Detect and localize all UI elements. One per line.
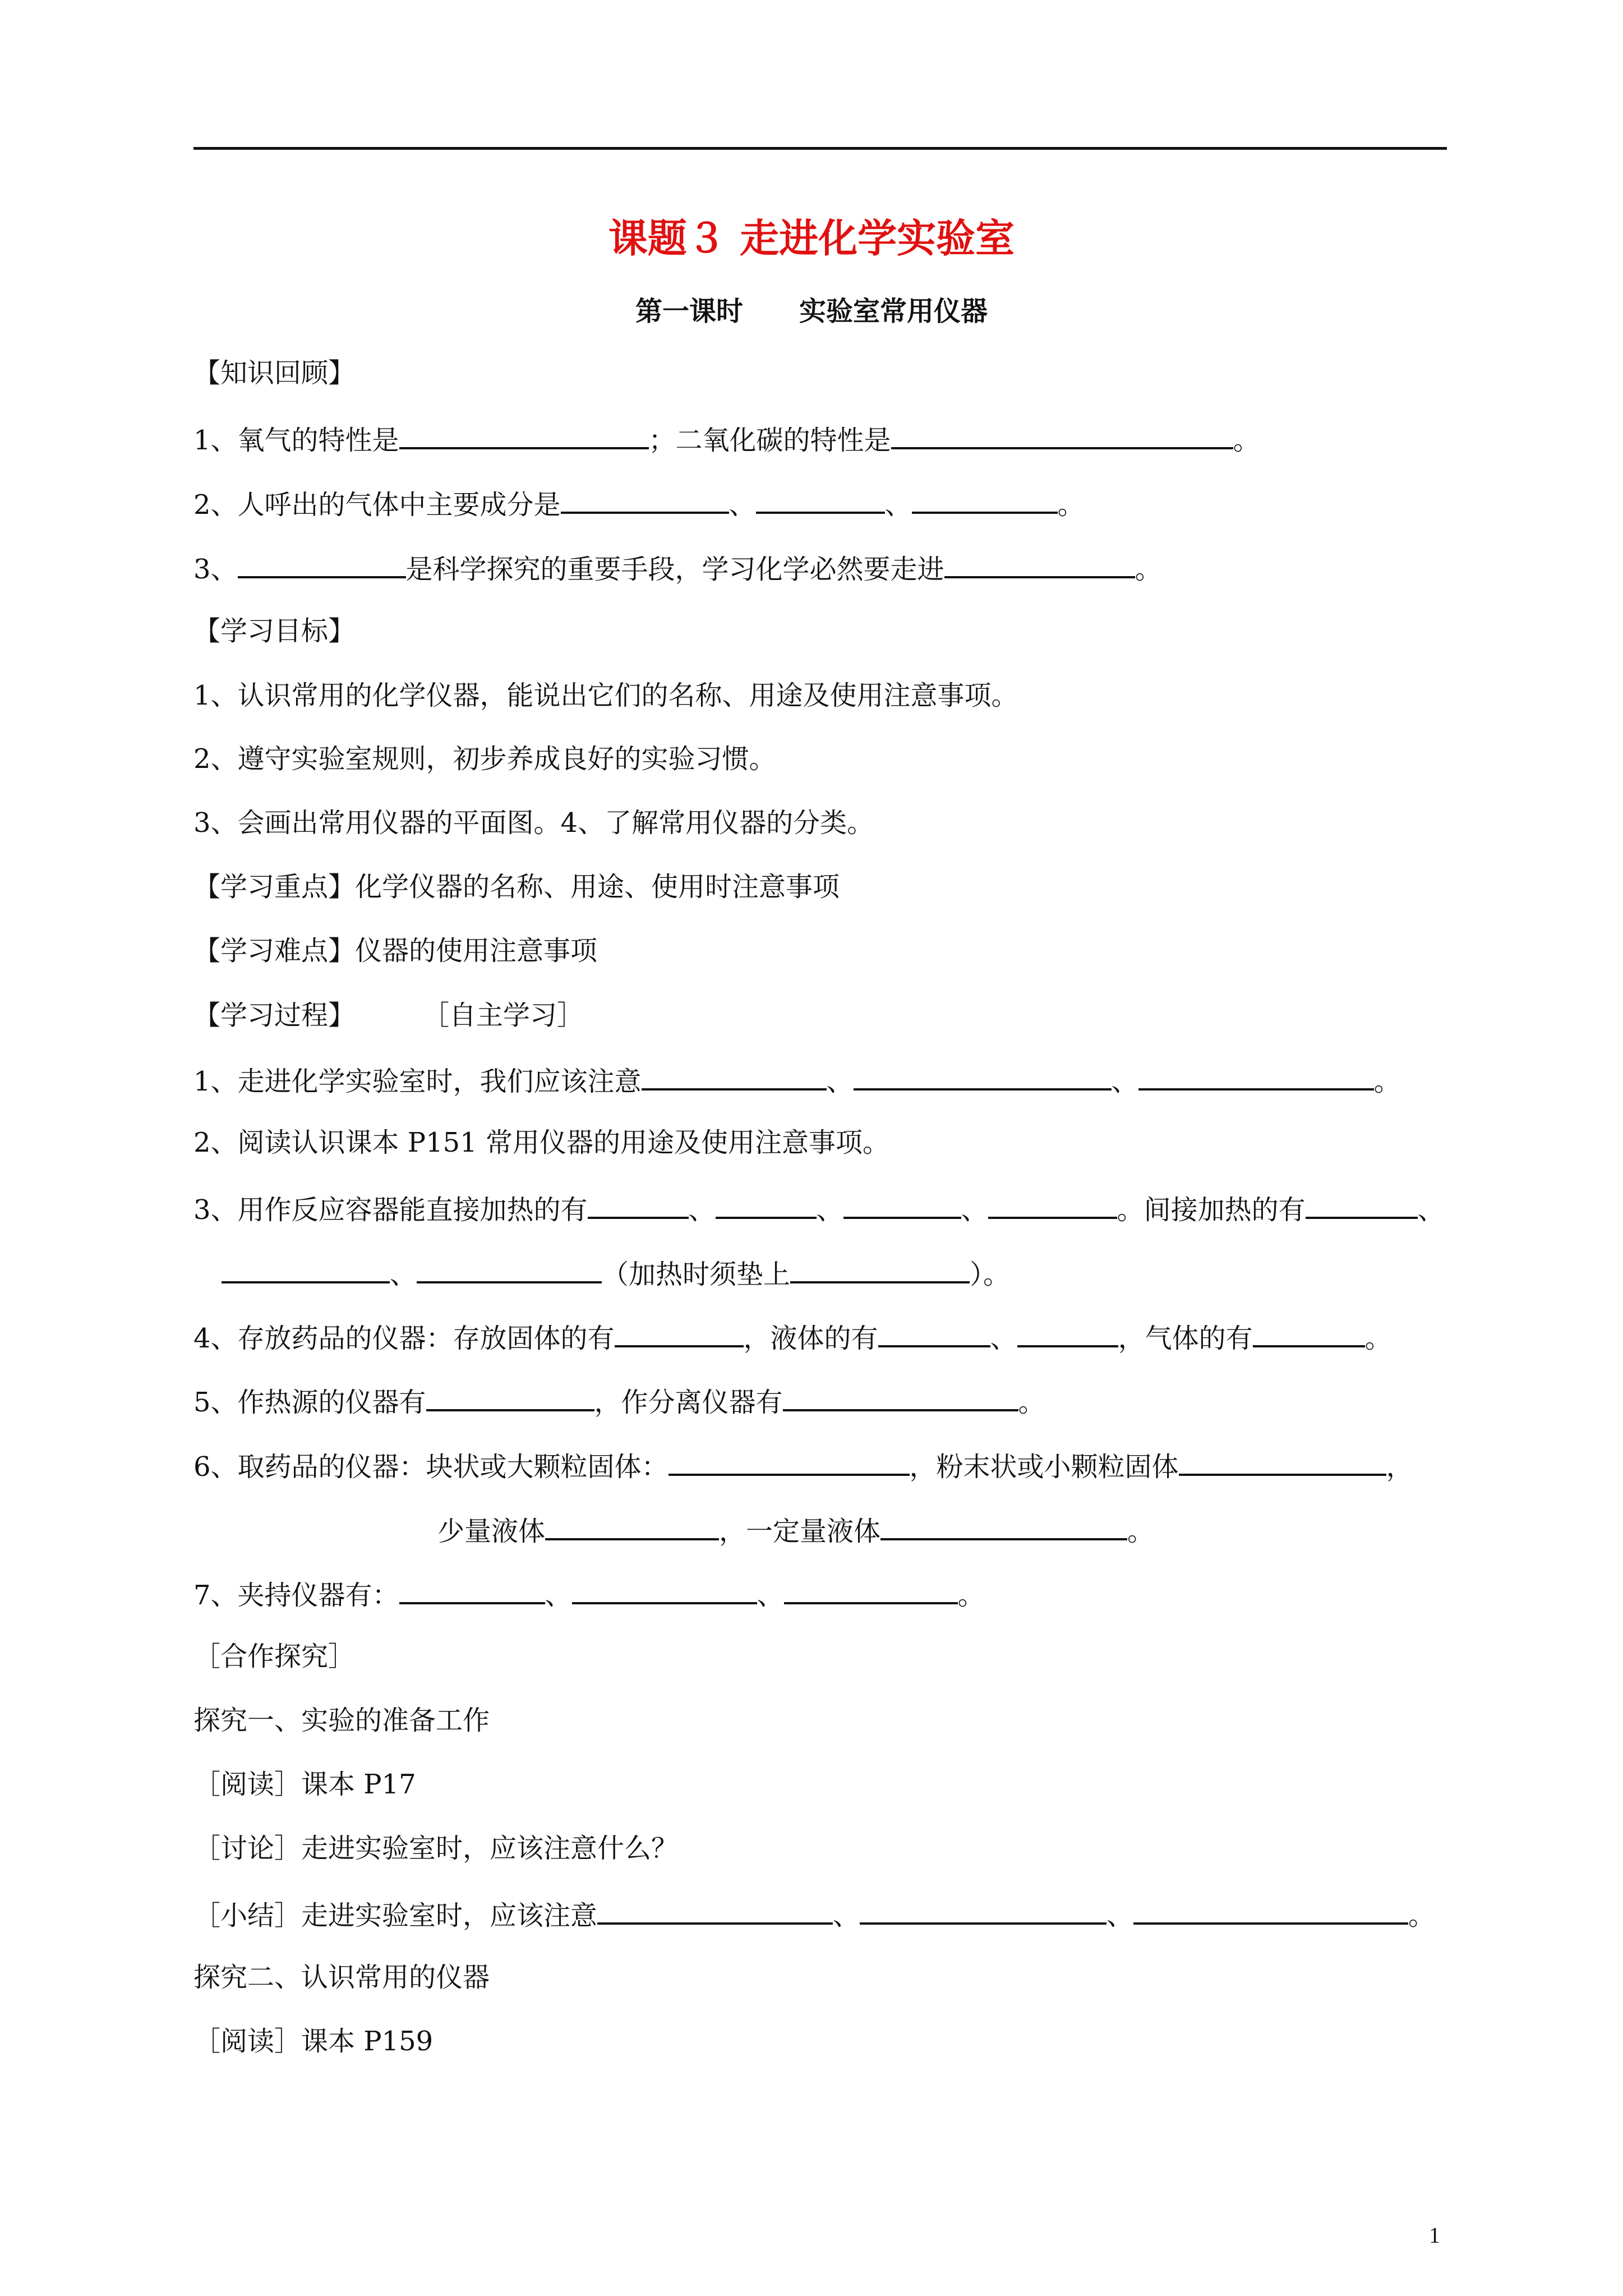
review-item-1: 1、氧气的特性是 ；二氧化碳的特性是 。 (193, 418, 1260, 460)
self-study-item-6: 6、取药品的仪器：块状或大颗粒固体： ，粉末状或小颗粒固体 ， (193, 1444, 1413, 1487)
section-knowledge-review: 【知识回顾】 (193, 357, 356, 389)
self-study-item-7: 7、夹持仪器有： 、 、 。 (193, 1573, 985, 1615)
section-learning-objectives: 【学习目标】 (193, 615, 356, 647)
page-title: 课题３ 走进化学实验室 (608, 215, 1015, 261)
answer-blank[interactable] (912, 482, 1058, 514)
inquiry-1-reading: ［阅读］课本 P17 (193, 1769, 416, 1800)
answer-blank[interactable] (668, 1444, 910, 1476)
answer-blank[interactable] (790, 1252, 970, 1283)
answer-blank[interactable] (545, 1509, 719, 1540)
answer-blank[interactable] (222, 1252, 390, 1283)
page-number: 1 (1429, 2223, 1440, 2248)
answer-blank[interactable] (1138, 1059, 1374, 1091)
self-study-item-3: 3、用作反应容器能直接加热的有 、 、 、 。间接加热的有 、 (193, 1188, 1445, 1230)
section-learning-process: 【学习过程】 ［自主学习］ (193, 1000, 584, 1031)
answer-blank[interactable] (399, 1573, 545, 1604)
answer-blank[interactable] (854, 1059, 1112, 1091)
inquiry-2-reading: ［阅读］课本 P159 (193, 2026, 434, 2057)
review-item-2: 2、人呼出的气体中主要成分是 、 、 。 (193, 482, 1085, 524)
answer-blank[interactable] (783, 1380, 1018, 1411)
self-study-label: ［自主学习］ (422, 1000, 584, 1031)
answer-blank[interactable] (1306, 1188, 1418, 1219)
answer-blank[interactable] (880, 1509, 1127, 1540)
objective-item-2: 2、遵守实验室规则，初步养成良好的实验习惯。 (193, 743, 776, 775)
subtitle-topic: 实验室常用仪器 (799, 296, 988, 327)
answer-blank[interactable] (561, 482, 729, 514)
key-points: 【学习重点】化学仪器的名称、用途、使用时注意事项 (193, 871, 840, 903)
answer-blank[interactable] (597, 1893, 833, 1925)
inquiry-1-summary: ［小结］走进实验室时，应该注意 、 、 。 (193, 1893, 1435, 1935)
answer-blank[interactable] (1017, 1316, 1118, 1347)
self-study-item-2: 2、阅读认识课本 P151 常用仪器的用途及使用注意事项。 (193, 1127, 889, 1158)
answer-blank[interactable] (860, 1893, 1106, 1925)
header-rule (193, 147, 1447, 150)
answer-blank[interactable] (426, 1380, 594, 1411)
self-study-item-1: 1、走进化学实验室时，我们应该注意 、 、 。 (193, 1059, 1401, 1101)
answer-blank[interactable] (615, 1316, 744, 1347)
inquiry-1-heading: 探究一、实验的准备工作 (193, 1705, 490, 1736)
answer-blank[interactable] (399, 418, 649, 449)
answer-blank[interactable] (944, 547, 1135, 578)
answer-blank[interactable] (843, 1188, 961, 1219)
lesson-subtitle (0, 292, 1623, 331)
answer-blank[interactable] (891, 418, 1233, 449)
answer-blank[interactable] (588, 1188, 689, 1219)
answer-blank[interactable] (756, 482, 885, 514)
review-item-3: 3、 是科学探究的重要手段，学习化学必然要走进 。 (193, 547, 1162, 589)
answer-blank[interactable] (417, 1252, 602, 1283)
inquiry-1-discussion: ［讨论］走进实验室时，应该注意什么？ (193, 1833, 679, 1864)
answer-blank[interactable] (1253, 1316, 1365, 1347)
answer-blank[interactable] (642, 1059, 827, 1091)
answer-blank[interactable] (988, 1188, 1117, 1219)
self-study-item-5: 5、作热源的仪器有 ，作分离仪器有 。 (193, 1380, 1045, 1422)
difficult-points: 【学习难点】仪器的使用注意事项 (193, 935, 598, 967)
answer-blank[interactable] (1179, 1444, 1386, 1476)
objective-item-3: 3、会画出常用仪器的平面图。4、了解常用仪器的分类。 (193, 807, 874, 839)
self-study-item-6-continued: 少量液体 ，一定量液体 。 (437, 1509, 1154, 1551)
answer-blank[interactable] (1133, 1893, 1408, 1925)
answer-blank[interactable] (238, 547, 406, 578)
section-cooperative-inquiry: ［合作探究］ (193, 1641, 356, 1672)
answer-blank[interactable] (716, 1188, 817, 1219)
self-study-item-3-continued: 、 （加热时须垫上 ）。 (222, 1252, 1010, 1294)
answer-blank[interactable] (572, 1573, 757, 1604)
objective-item-1: 1、认识常用的化学仪器，能说出它们的名称、用途及使用注意事项。 (193, 680, 1018, 711)
answer-blank[interactable] (784, 1573, 958, 1604)
inquiry-2-heading: 探究二、认识常用的仪器 (193, 1962, 490, 1993)
subtitle-period: 第一课时 (635, 296, 743, 327)
answer-blank[interactable] (878, 1316, 990, 1347)
self-study-item-4: 4、存放药品的仪器：存放固体的有 ，液体的有 、 ，气体的有 。 (193, 1316, 1392, 1358)
